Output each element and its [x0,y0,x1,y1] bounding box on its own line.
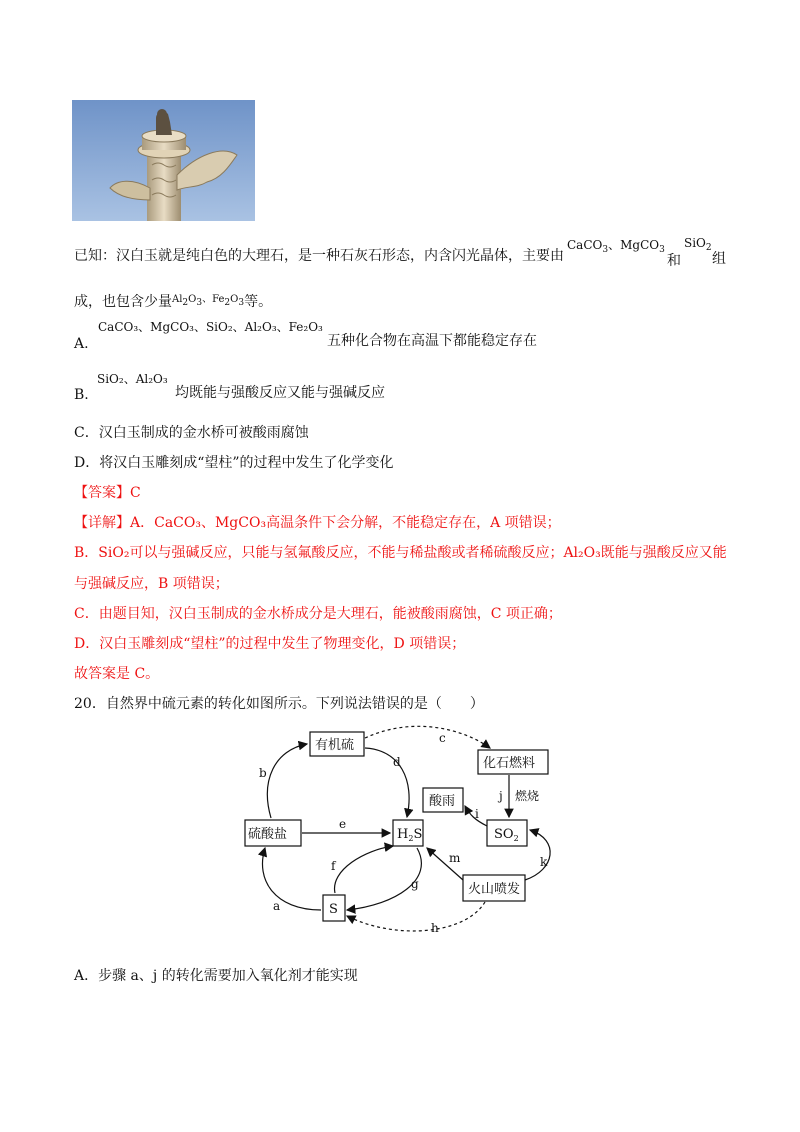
sulfur-cycle-diagram [235,720,575,945]
label-a: a [273,899,281,913]
option-b-text: 均既能与强酸反应又能与强碱反应 [175,385,385,401]
option-d: D．将汉白玉雕刻成“望柱”的过程中发生了化学变化 [74,455,394,471]
node-volcano: 火山喷发 [468,882,521,897]
known-suffix: 组 [712,251,726,267]
node-acid-rain: 酸雨 [429,794,456,809]
question-20-stem: 20．自然界中硫元素的转化如图所示。下列说法错误的是（ ） [74,696,484,712]
answer-label: 【答案】C [74,485,141,501]
label-d: d [393,755,401,769]
answer-detail-6: 故答案是 C。 [74,666,160,682]
node-organic-sulfur: 有机硫 [315,738,355,753]
option-a-text: 五种化合物在高温下都能稳定存在 [327,333,537,349]
node-sulfate: 硫酸盐 [248,827,288,842]
label-m: m [449,851,461,865]
node-so2: $SO_2$ [494,827,519,843]
marble-column-photo [72,100,255,221]
answer-detail-2: B．SiO₂可以与强碱反应，只能与氢氟酸反应，不能与稀盐酸或者稀硫酸反应；Al₂O₃既能与强酸反应又能 [74,545,727,561]
answer-detail-3: 与强碱反应，B 项错误； [74,576,229,592]
known-paragraph-line1: 已知：汉白玉就是纯白色的大理石，是一种石灰石形态，内含闪光晶体，主要由 [74,248,564,264]
label-burn: 燃烧 [515,789,540,803]
label-j: j [499,789,503,803]
known-sio2: SiO$_2$ [684,236,712,253]
option-c: C．汉白玉制成的金水桥可被酸雨腐蚀 [74,425,309,441]
known-formulas: CaCO$_3$、MgCO$_3$ [567,238,665,255]
answer-detail-4: C．由题目知，汉白玉制成的金水桥成分是大理石，能被酸雨腐蚀，C 项正确； [74,606,562,622]
option-b-formulas: SiO₂、Al₂O₃ [97,372,168,386]
option-a-formulas: CaCO₃、MgCO₃、SiO₂、Al₂O₃、Fe₂O₃ [98,320,323,334]
label-c: c [439,731,446,745]
label-f: f [331,859,336,873]
label-h: h [431,921,439,935]
node-sulfur: S [329,902,338,917]
option-a: A. [74,336,89,352]
node-h2s: $H_2S$ [397,827,423,843]
node-fossil-fuel: 化石燃料 [483,756,536,771]
label-i: i [475,807,479,821]
label-b: b [259,766,267,780]
label-g: g [411,877,419,891]
answer-detail-5: D．汉白玉雕刻成“望柱”的过程中发生了物理变化，D 项错误； [74,636,466,652]
option-b: B. [74,387,89,403]
question-20-option-a: A．步骤 a、j 的转化需要加入氧化剂才能实现 [74,968,358,984]
label-e: e [339,817,347,831]
answer-detail-1: 【详解】A．CaCO₃、MgCO₃高温条件下会分解，不能稳定存在，A 项错误； [74,515,561,531]
label-k: k [540,855,548,869]
known-paragraph-line2: 成，也包含少量$^{Al2O3、Fe2O3}$等。 [74,294,273,310]
known-and: 和 [667,253,681,269]
